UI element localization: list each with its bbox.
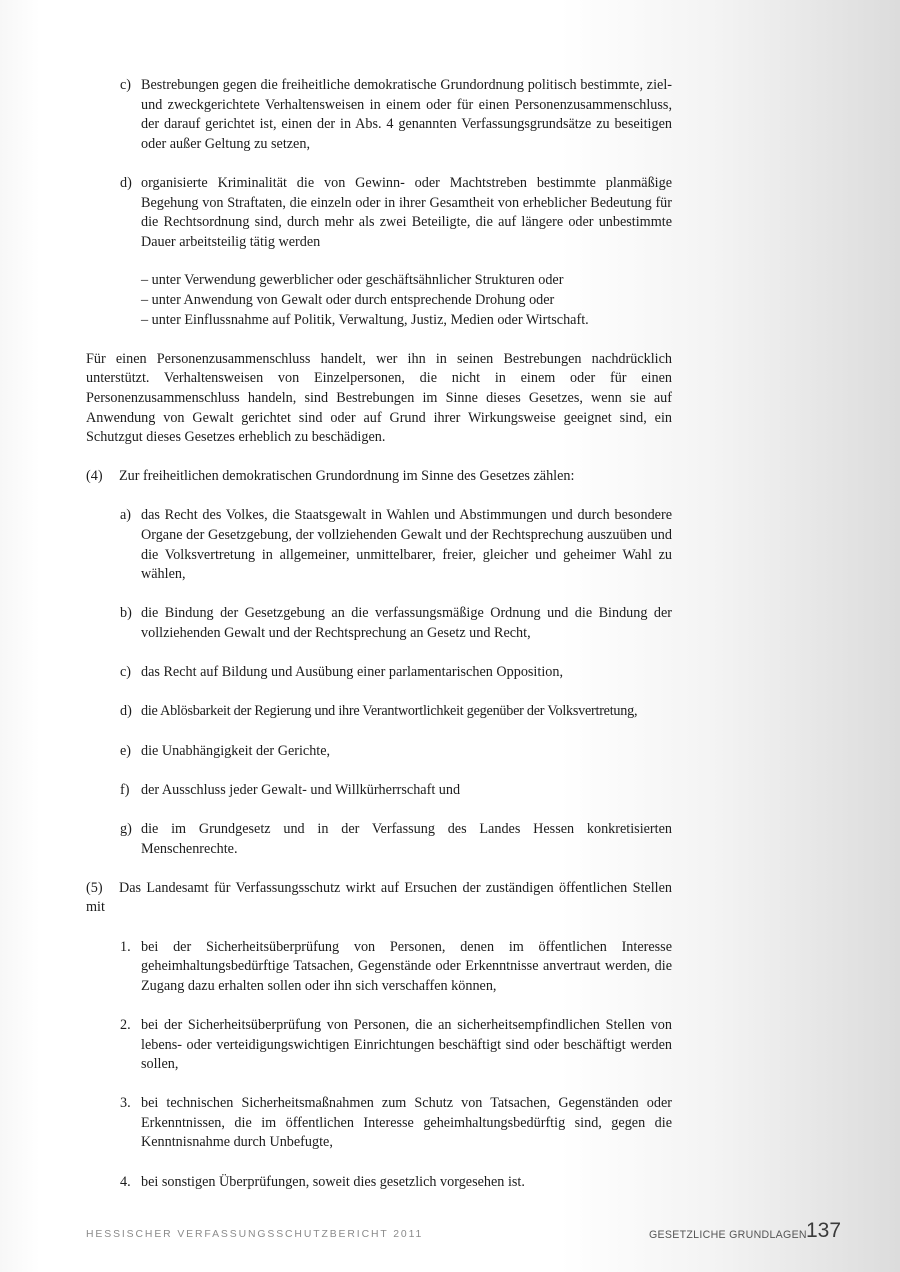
footer-section-title: GESETZLICHE GRUNDLAGEN (649, 1229, 807, 1241)
section-number: (4) (86, 468, 103, 485)
list-item-text: das Recht auf Bildung und Ausübung einer parlamentarischen Opposition, (141, 664, 563, 681)
list-marker: d) (120, 174, 132, 191)
page-body (86, 76, 672, 1192)
list-item (120, 76, 672, 154)
section-text: Zur freiheitlichen demokratischen Grundordnung im Sinne des Gesetzes zählen: (119, 468, 575, 485)
list-marker: 1. (120, 938, 131, 955)
dash-list-item: – unter Einflussnahme auf Politik, Verwaltung, Justiz, Medien oder Wirtschaft. (141, 311, 589, 328)
list-item-text: organisierte Kriminalität die von Gewinn- oder Machtstreben bestimmte planmäßige Begehung von Straftaten, die einzeln oder in ihrer Gesamtheit von erheblicher Bedeutung für die Rechtsordnung sind, durch mehr als zwei Beteiligte, die auf längere oder unbestimmte Dauer arbeitsteilig tätig werden (141, 174, 672, 250)
dash-list-item: – unter Anwendung von Gewalt oder durch entsprechende Drohung oder (141, 291, 555, 308)
section-text: Das Landesamt für Verfassungsschutz wirkt auf Ersuchen der zuständigen öffentlichen Stellen mit (86, 879, 672, 916)
list-item-text: die Bindung der Gesetzgebung an die verfassungsmäßige Ordnung und die Bindung der vollziehenden Gewalt und der Rechtsprechung an Gesetz und Recht, (141, 605, 672, 642)
list-marker: 2. (120, 1016, 131, 1033)
list-item-text: bei sonstigen Überprüfungen, soweit dies gesetzlich vorgesehen ist. (141, 1173, 525, 1190)
list-item-text: bei technischen Sicherheitsmaßnahmen zum Schutz von Tatsachen, Gegenständen oder Erkenntnissen, die im öffentlichen Interesse geheimhaltungsbedürftig sind, gegen die Kenntnisnahme durch Unbefugte, (141, 1095, 672, 1151)
list-marker: a) (120, 507, 132, 524)
list-item-text: die im Grundgesetz und in der Verfassung des Landes Hessen konkretisierten Menschenrechte. (141, 820, 672, 857)
footer-publication-title: HESSISCHER VERFASSUNGSSCHUTZBERICHT 2011 (86, 1229, 424, 1240)
list-item-text: die Unabhängigkeit der Gerichte, (141, 742, 331, 759)
list-item-text: bei der Sicherheitsüberprüfung von Personen, die an sicherheitsempfindlichen Stellen von lebens- oder verteidigungswichtigen Einrichtungen beschäftigt sind oder beschäftigt werden sollen, (141, 1016, 672, 1073)
list-marker: d) (120, 703, 132, 720)
list-marker: e) (120, 742, 132, 759)
list-item-text: das Recht des Volkes, die Staatsgewalt in Wahlen und Abstimmungen und durch besondere Organe der Gesetzgebung, der vollziehenden Gewalt und der Rechtsprechung auszuüben und die Volksvertretung in allgemeiner, unmittelbarer, freier, gleicher und geheimer Wahl zu wählen, (141, 507, 672, 583)
list-item (120, 781, 672, 801)
list-item (120, 506, 672, 584)
list-marker: b) (120, 605, 132, 622)
list-item (120, 604, 672, 643)
section-number: (5) (86, 879, 103, 896)
list-item (120, 742, 672, 762)
dash-list-item: – unter Verwendung gewerblicher oder geschäftsähnlicher Strukturen oder (141, 272, 564, 289)
list-marker: f) (120, 781, 130, 798)
list-marker: c) (120, 664, 132, 681)
paragraph-personenzusammenschluss: Für einen Personenzusammenschluss handelt, wer ihn in seinen Bestrebungen nachdrücklich unterstützt. Verhaltensweisen von Einzelpersonen, die nicht in einem oder für einen Personenzusammenschluss handeln, sind Bestrebungen im Sinne dieses Gesetzes, wenn sie auf Anwendung von Gewalt gerichtet sind oder auf Grund ihrer Wirkungsweise geeignet sind, ein Schutzgut dieses Gesetzes erheblich zu beschädigen. (86, 350, 672, 446)
page-number: 137 (806, 1219, 842, 1242)
dash-list (141, 271, 672, 330)
list-item (120, 938, 672, 997)
list-item (120, 663, 672, 683)
section-4-intro (86, 467, 672, 487)
list-item-text: die Ablösbarkeit der Regierung und ihre Verantwortlichkeit gegenüber der Volksvertretung, (141, 703, 638, 720)
list-item-text: Bestrebungen gegen die freiheitliche demokratische Grundordnung politisch bestimmte, ziel- und zweckgerichtete Verhaltensweisen in einem oder für einen Personenzusammenschluss, der darauf gerichtet ist, einen der in Abs. 4 genannten Verfassungsgrundsätze zu beseitigen oder außer Geltung zu setzen, (141, 77, 672, 152)
list-item (120, 1173, 672, 1193)
list-item (120, 174, 672, 252)
list-item (120, 1016, 672, 1075)
list-marker: g) (120, 820, 132, 837)
list-item-text: bei der Sicherheitsüberprüfung von Personen, denen im öffentlichen Interesse geheimhaltungsbedürftige Tatsachen, Gegenstände oder Erkenntnisse anvertraut werden, die Zugang dazu erhalten sollen oder ihn sich verschaffen können, (141, 938, 672, 994)
list-item (120, 1094, 672, 1153)
list-marker: 3. (120, 1095, 131, 1112)
section-5-intro (86, 879, 672, 918)
list-item-text: der Ausschluss jeder Gewalt- und Willkürherrschaft und (141, 781, 461, 798)
list-item (120, 820, 672, 859)
list-marker: c) (120, 77, 132, 93)
list-item (120, 702, 672, 722)
list-marker: 4. (120, 1173, 131, 1190)
